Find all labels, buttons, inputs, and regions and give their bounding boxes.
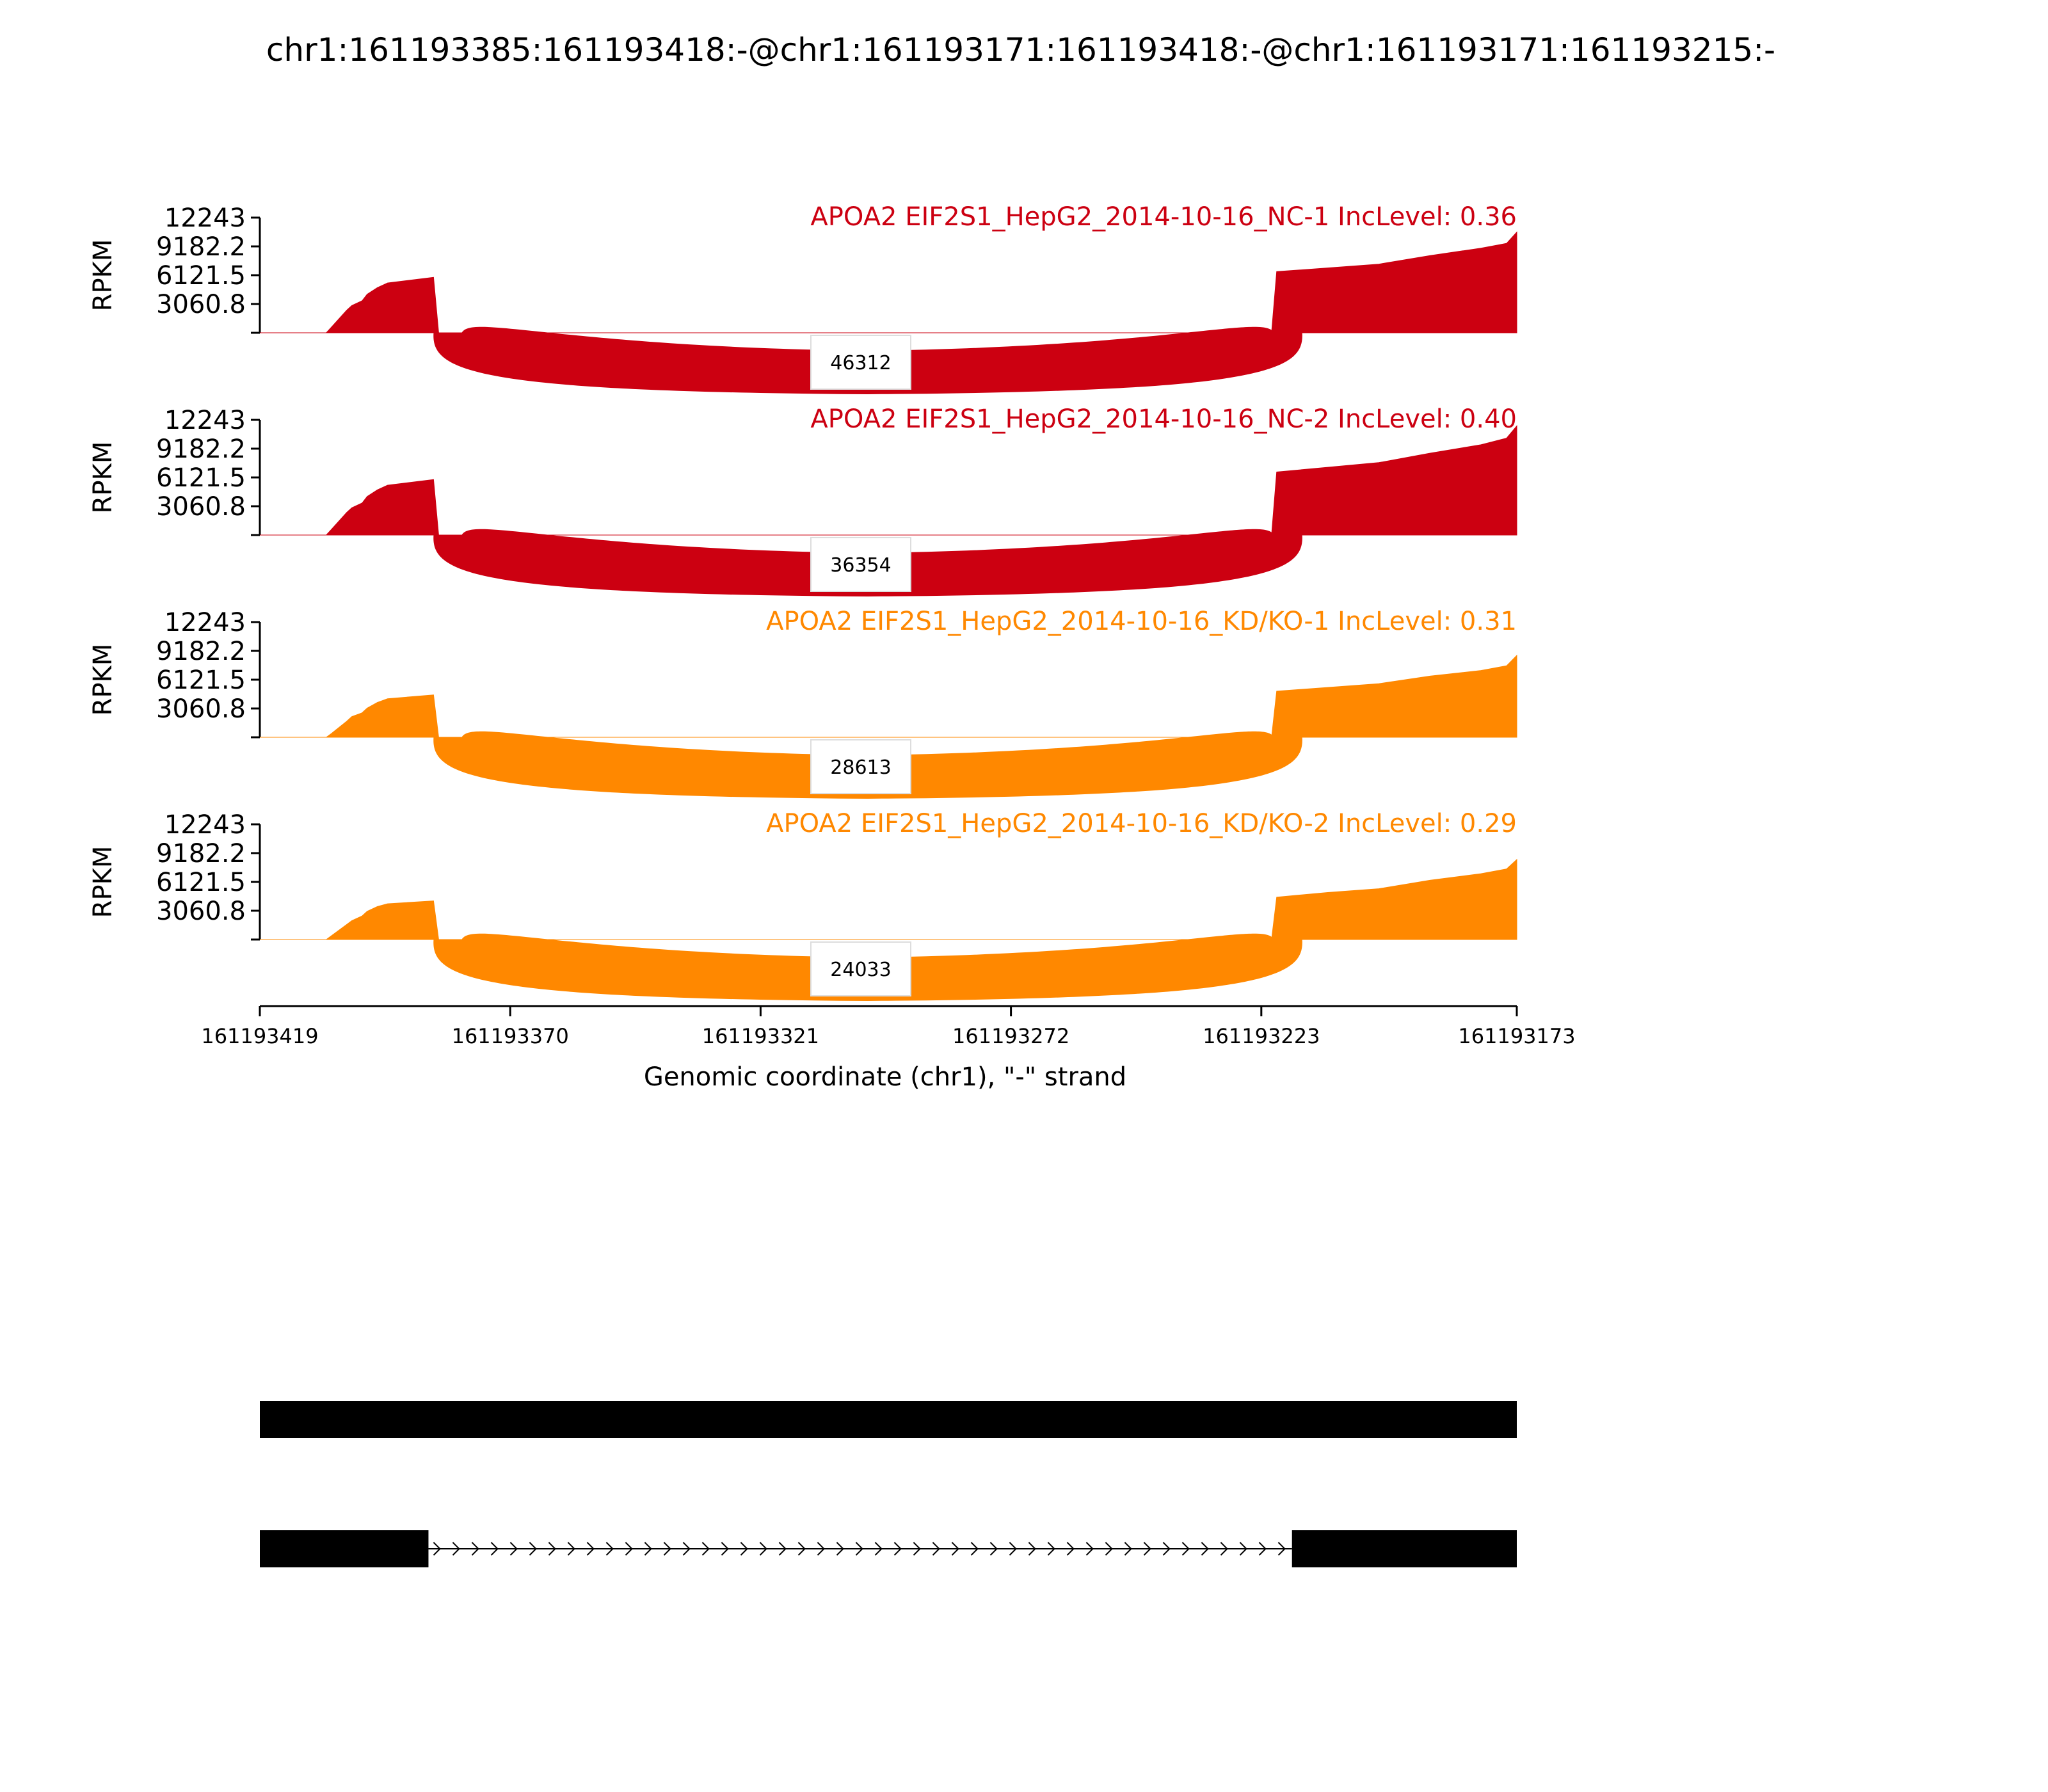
y-tick-label: 12243 [164, 204, 246, 233]
y-tick-label: 9182.2 [156, 839, 246, 869]
y-tick-label: 3060.8 [156, 694, 246, 724]
y-axis-label: RPKM [88, 845, 118, 918]
x-tick-label: 161193321 [701, 1024, 820, 1048]
sample-label: APOA2 EIF2S1_HepG2_2014-10-16_KD/KO-2 IncLevel: 0.29 [766, 809, 1517, 838]
coverage-area [260, 232, 1517, 333]
x-tick-label: 161193173 [1458, 1024, 1576, 1048]
sample-track [88, 809, 1517, 1001]
x-tick-label: 161193370 [451, 1024, 569, 1048]
sample-label: APOA2 EIF2S1_HepG2_2014-10-16_NC-2 IncLevel: 0.40 [810, 404, 1517, 434]
y-tick-label: 12243 [164, 608, 246, 637]
exon-block [260, 1401, 1517, 1438]
isoform [260, 1401, 1517, 1438]
x-tick-label: 161193223 [1203, 1024, 1320, 1048]
y-axis-label: RPKM [88, 239, 118, 312]
x-tick-label: 161193419 [201, 1024, 319, 1048]
y-tick-label: 6121.5 [156, 666, 246, 695]
exon-block [1292, 1530, 1517, 1567]
sample-track [88, 202, 1517, 394]
x-axis-label: Genomic coordinate (chr1), "-" strand [643, 1062, 1127, 1092]
coverage-area [260, 426, 1517, 536]
y-tick-label: 9182.2 [156, 435, 246, 465]
sample-label: APOA2 EIF2S1_HepG2_2014-10-16_KD/KO-1 IncLevel: 0.31 [766, 607, 1517, 636]
y-tick-label: 3060.8 [156, 896, 246, 926]
isoform-track [260, 1401, 1517, 1567]
y-tick-label: 3060.8 [156, 289, 246, 319]
y-axis-label: RPKM [88, 441, 118, 514]
coverage-tracks [88, 202, 1517, 1001]
y-tick-label: 9182.2 [156, 232, 246, 262]
y-tick-label: 12243 [164, 810, 246, 840]
isoform [260, 1530, 1517, 1567]
y-tick-label: 12243 [164, 406, 246, 435]
junction-count: 46312 [830, 352, 892, 374]
chart-title: chr1:161193385:161193418:-@chr1:161193171:161193418:-@chr1:161193171:161193215:- [266, 31, 1776, 68]
sample-label: APOA2 EIF2S1_HepG2_2014-10-16_NC-1 IncLevel: 0.36 [810, 202, 1517, 232]
y-tick-label: 6121.5 [156, 463, 246, 493]
sample-track [88, 607, 1517, 799]
y-tick-label: 6121.5 [156, 261, 246, 291]
junction-count: 28613 [830, 756, 892, 779]
y-axis-label: RPKM [88, 643, 118, 716]
y-tick-label: 6121.5 [156, 868, 246, 897]
coverage-area [260, 655, 1517, 737]
exon-block [260, 1530, 428, 1567]
y-tick-label: 9182.2 [156, 637, 246, 667]
sample-track [88, 404, 1517, 596]
junction-count: 36354 [830, 554, 892, 577]
junction-count: 24033 [830, 959, 892, 981]
coverage-area [260, 860, 1517, 940]
x-tick-label: 161193272 [952, 1024, 1070, 1048]
y-tick-label: 3060.8 [156, 492, 246, 522]
x-axis [201, 1006, 1575, 1048]
